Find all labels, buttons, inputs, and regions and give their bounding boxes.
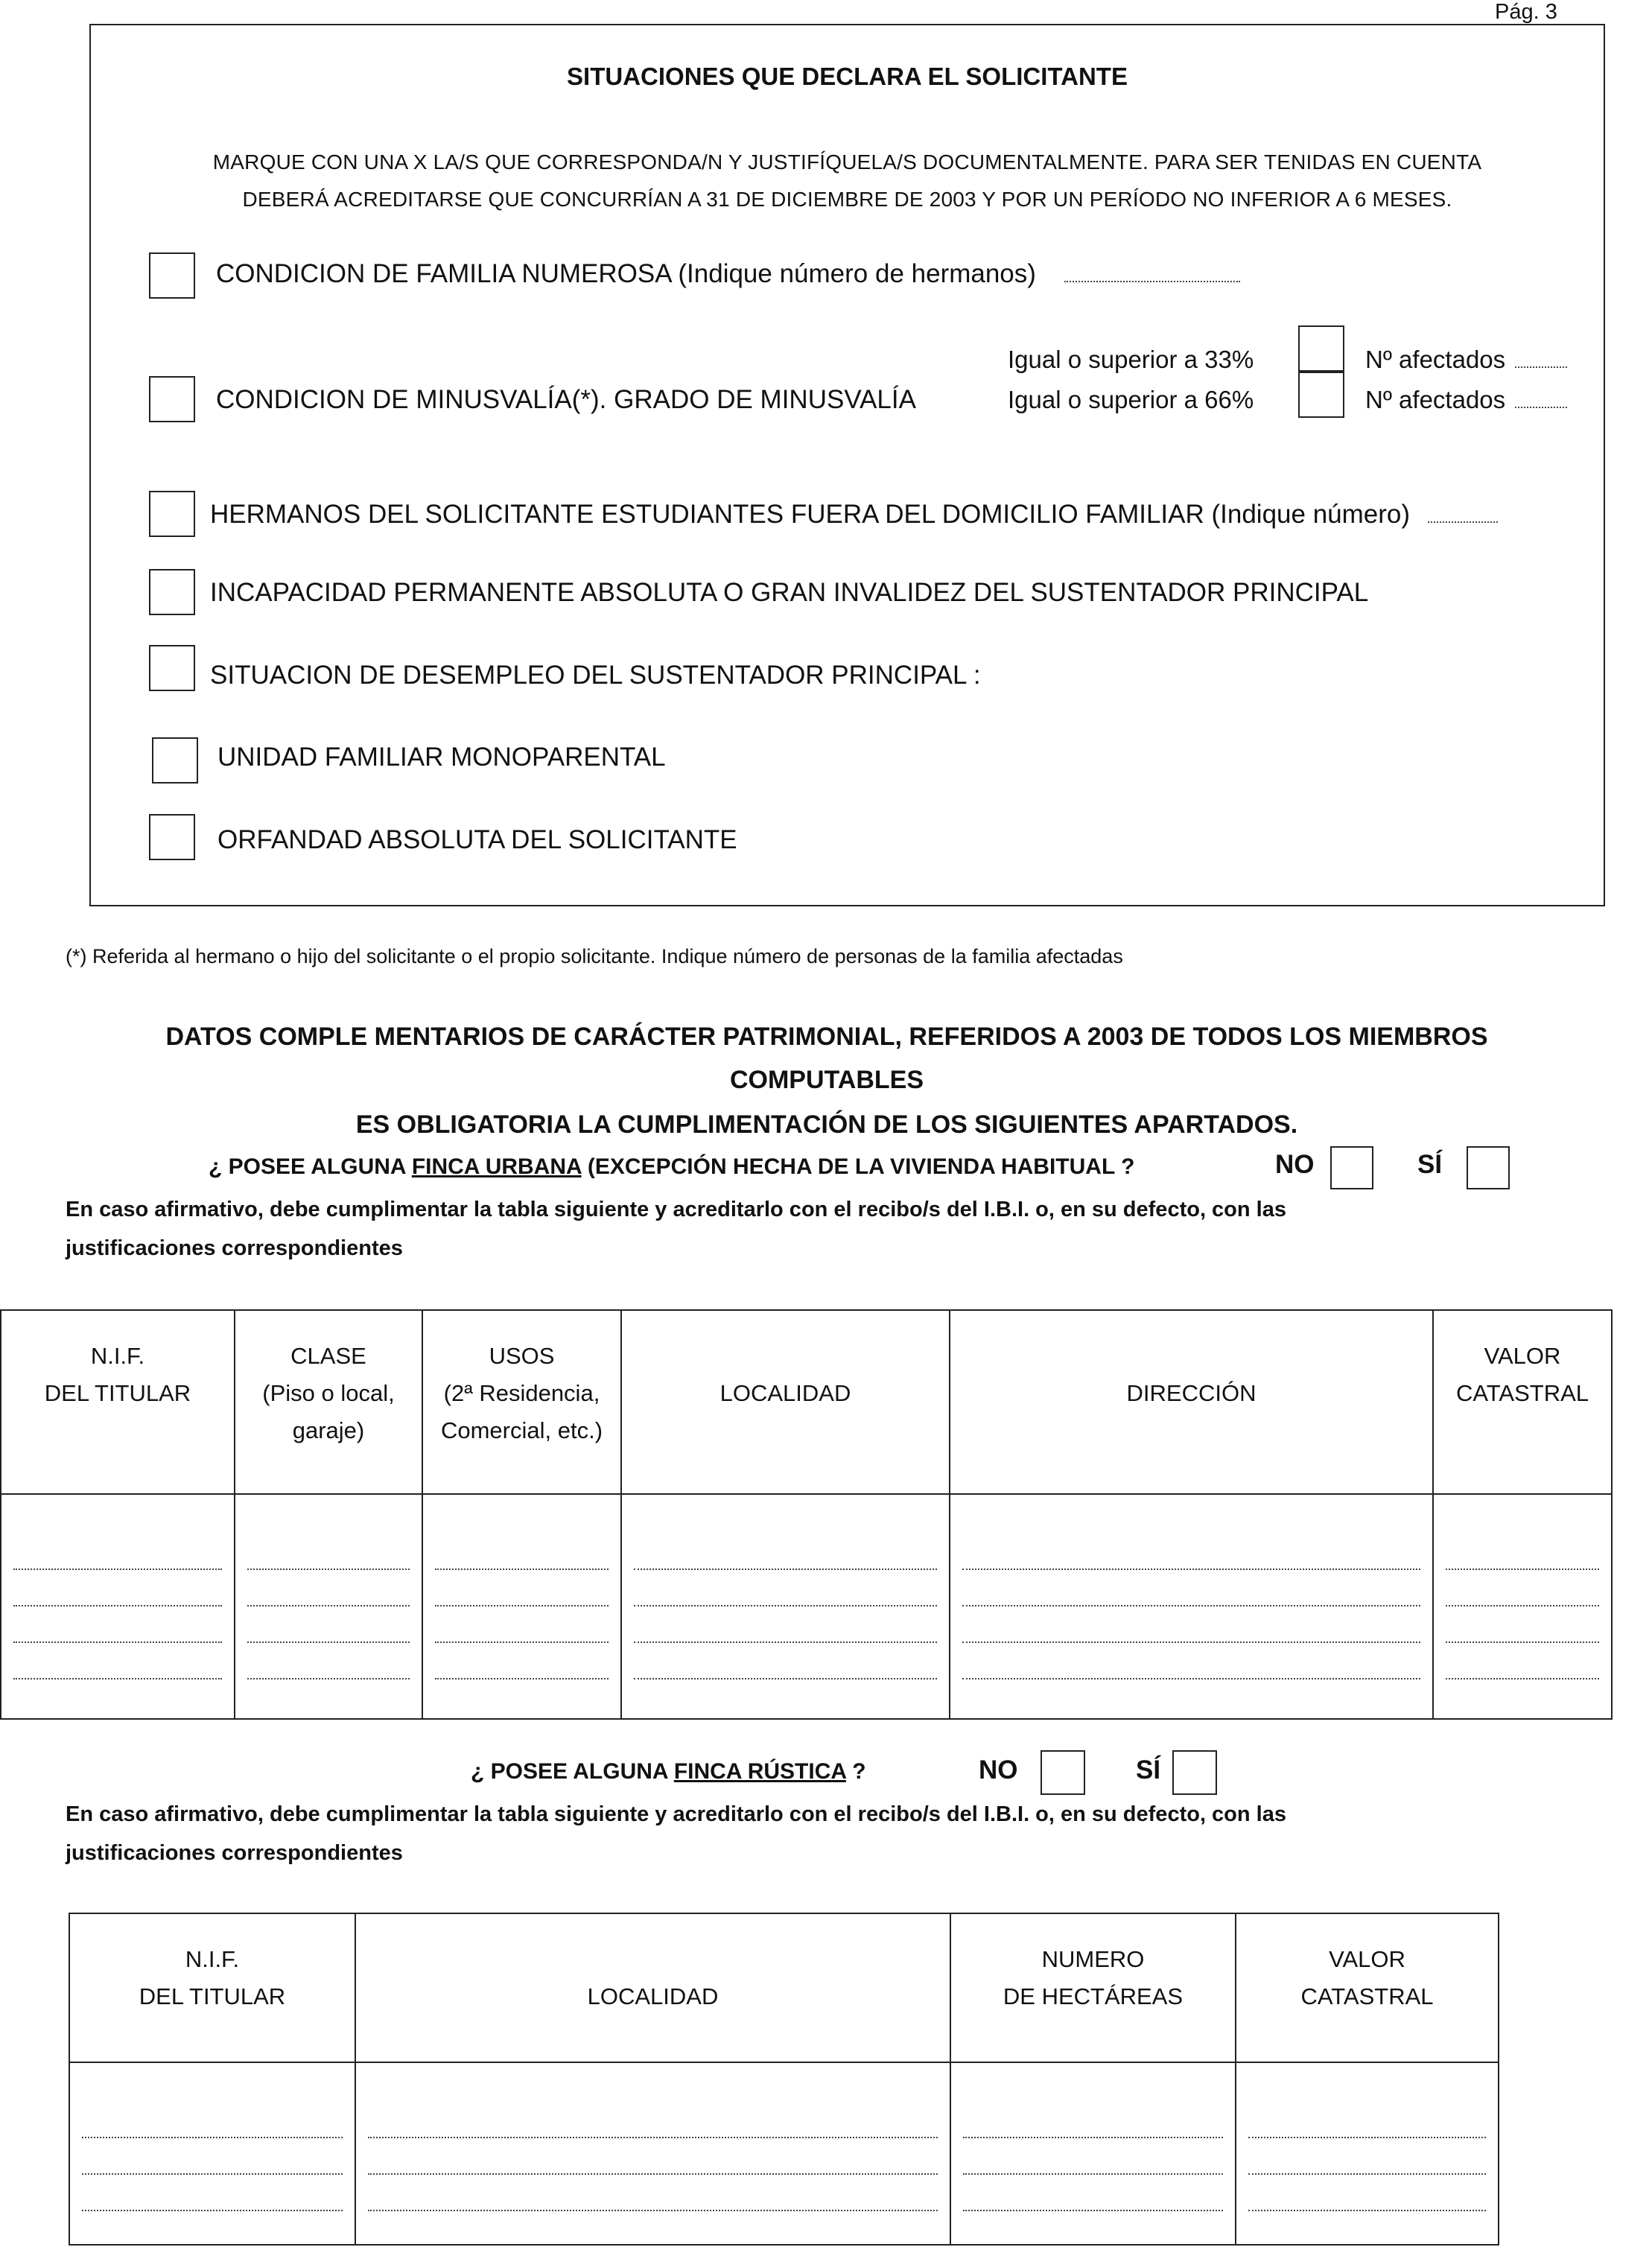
afectados-66 — [1365, 386, 1567, 414]
urbana-header-direccion — [950, 1310, 1433, 1494]
dot-line[interactable] — [435, 1643, 609, 1679]
urbana-h0-l0: N.I.F. — [90, 1343, 145, 1369]
urbana-valor-cell — [1433, 1494, 1612, 1719]
urbana-header-usos — [422, 1310, 621, 1494]
afectados-66-label: Nº afectados — [1365, 386, 1506, 413]
urbana-h3-l0: LOCALIDAD — [719, 1380, 851, 1406]
rustica-header-hectareas — [950, 1913, 1236, 2062]
rustica-valor-cell — [1236, 2062, 1499, 2245]
dot-line[interactable] — [247, 1534, 410, 1570]
urbana-h1-l2: garaje) — [292, 1417, 365, 1443]
urbana-h5-l1: CATASTRAL — [1456, 1380, 1589, 1406]
dot-line[interactable] — [634, 1534, 937, 1570]
dot-line[interactable] — [13, 1534, 222, 1570]
dot-line[interactable] — [963, 2102, 1223, 2138]
checkbox-urbana-si[interactable] — [1467, 1146, 1510, 1189]
dot-line[interactable] — [368, 2175, 938, 2211]
dot-line[interactable] — [82, 2138, 343, 2175]
dot-line[interactable] — [634, 1570, 937, 1606]
rustica-h0-l1: DEL TITULAR — [139, 1983, 286, 2009]
urbana-h2-l2: Comercial, etc.) — [440, 1417, 603, 1443]
urbana-h2-l1: (2ª Residencia, — [443, 1380, 600, 1406]
rustica-h1-l0: LOCALIDAD — [587, 1983, 719, 2009]
checkbox-monoparental[interactable] — [152, 737, 198, 784]
dot-line[interactable] — [247, 1606, 410, 1643]
urbana-q-suffix: (EXCEPCIÓN HECHA DE LA VIVIENDA HABITUAL ? — [581, 1154, 1135, 1179]
urbana-q-term: FINCA URBANA — [411, 1154, 582, 1179]
hermanos-fuera-label — [210, 500, 1498, 530]
checkbox-urbana-no[interactable] — [1330, 1146, 1373, 1189]
checkbox-grado-33[interactable] — [1298, 325, 1344, 372]
dot-line[interactable] — [247, 1643, 410, 1679]
rustica-q-suffix: ? — [845, 1759, 866, 1784]
dot-line[interactable] — [368, 2138, 938, 2175]
situaciones-title: SITUACIONES QUE DECLARA EL SOLICITANTE — [567, 63, 1128, 90]
checkbox-incapacidad[interactable] — [149, 569, 195, 615]
rustica-header-row — [69, 1913, 1499, 2062]
rustica-h3-l1: CATASTRAL — [1300, 1983, 1434, 2009]
rustica-question — [471, 1759, 866, 1784]
checkbox-familia-numerosa[interactable] — [149, 252, 195, 299]
urbana-header-valor — [1433, 1310, 1612, 1494]
page-number: Pág. 3 — [1495, 0, 1557, 24]
urbana-q-prefix: ¿ POSEE ALGUNA — [209, 1154, 412, 1179]
afectados-66-fill[interactable] — [1515, 407, 1567, 408]
dot-line[interactable] — [435, 1534, 609, 1570]
dot-line[interactable] — [435, 1570, 609, 1606]
rustica-header-nif — [69, 1913, 355, 2062]
urbana-nif-cell — [1, 1494, 235, 1719]
dot-line[interactable] — [13, 1606, 222, 1643]
rustica-localidad-cell — [355, 2062, 950, 2245]
urbana-header-nif — [1, 1310, 235, 1494]
familia-numerosa-label — [216, 259, 1240, 289]
rustica-q-prefix: ¿ POSEE ALGUNA — [471, 1759, 674, 1784]
urbana-question — [209, 1154, 1134, 1180]
dot-line[interactable] — [1446, 1570, 1599, 1606]
urbana-note-line2: justificaciones correspondientes — [66, 1236, 403, 1260]
desempleo-label: SITUACION DE DESEMPLEO DEL SUSTENTADOR PRINCIPAL : — [210, 661, 981, 690]
dot-line[interactable] — [634, 1643, 937, 1679]
dot-line[interactable] — [962, 1570, 1420, 1606]
rustica-table — [69, 1913, 1499, 2246]
urbana-si-label: SÍ — [1417, 1150, 1443, 1179]
rustica-h2-l0: NUMERO — [1041, 1946, 1145, 1972]
urbana-header-localidad — [621, 1310, 950, 1494]
patrimonial-heading-line2: COMPUTABLES — [729, 1066, 924, 1094]
rustica-h0-l0: N.I.F. — [185, 1946, 240, 1972]
hermanos-fuera-text: HERMANOS DEL SOLICITANTE ESTUDIANTES FUERA DEL DOMICILIO FAMILIAR (Indique número) — [210, 500, 1411, 529]
dot-line[interactable] — [435, 1606, 609, 1643]
rustica-hectareas-cell — [950, 2062, 1236, 2245]
patrimonial-heading-line1: DATOS COMPLE MENTARIOS DE CARÁCTER PATRIMONIAL, REFERIDOS A 2003 DE TODOS LOS MIEMBROS — [165, 1023, 1488, 1051]
urbana-usos-cell — [422, 1494, 621, 1719]
monoparental-label: UNIDAD FAMILIAR MONOPARENTAL — [217, 743, 666, 772]
dot-line[interactable] — [1446, 1606, 1599, 1643]
checkbox-rustica-no[interactable] — [1041, 1750, 1085, 1795]
dot-line[interactable] — [82, 2175, 343, 2211]
dot-line[interactable] — [368, 2102, 938, 2138]
dot-line[interactable] — [962, 1606, 1420, 1643]
urbana-table — [0, 1309, 1613, 1720]
dot-line[interactable] — [13, 1643, 222, 1679]
rustica-note-line1: En caso afirmativo, debe cumplimentar la tabla siguiente y acreditarlo con el recibo/s del I.B.I. o, en su defecto, con las — [66, 1802, 1286, 1826]
checkbox-minusvalia[interactable] — [149, 376, 195, 422]
grado-66-label: Igual o superior a 66% — [1008, 386, 1254, 413]
orfandad-label: ORFANDAD ABSOLUTA DEL SOLICITANTE — [217, 825, 737, 854]
rustica-q-term: FINCA RÚSTICA — [673, 1759, 846, 1784]
rustica-nif-cell — [69, 2062, 355, 2245]
checkbox-desempleo[interactable] — [149, 645, 195, 691]
dot-line[interactable] — [13, 1570, 222, 1606]
urbana-h5-l0: VALOR — [1484, 1343, 1561, 1369]
urbana-direccion-cell — [950, 1494, 1433, 1719]
dot-line[interactable] — [963, 2175, 1223, 2211]
rustica-header-valor — [1236, 1913, 1499, 2062]
hermanos-fuera-fill[interactable] — [1428, 521, 1498, 523]
dot-line[interactable] — [634, 1606, 937, 1643]
rustica-h3-l0: VALOR — [1329, 1946, 1405, 1972]
rustica-si-label: SÍ — [1136, 1755, 1161, 1784]
familia-numerosa-fill[interactable] — [1064, 281, 1240, 282]
afectados-33-label: Nº afectados — [1365, 346, 1506, 373]
dot-line[interactable] — [962, 1643, 1420, 1679]
rustica-note-line2: justificaciones correspondientes — [66, 1841, 403, 1865]
urbana-note-line1: En caso afirmativo, debe cumplimentar la tabla siguiente y acreditarlo con el recibo/s del I.B.I. o, en su defecto, con las — [66, 1198, 1286, 1221]
dot-line[interactable] — [82, 2102, 343, 2138]
instructions-line1: MARQUE CON UNA X LA/S QUE CORRESPONDA/N Y JUSTIFÍQUELA/S DOCUMENTALMENTE. PARA SER TENIDAS EN CUENTA — [212, 150, 1482, 174]
urbana-h4-l0: DIRECCIÓN — [1126, 1380, 1257, 1406]
afectados-33-fill[interactable] — [1515, 366, 1567, 368]
checkbox-grado-66[interactable] — [1298, 372, 1344, 418]
dot-line[interactable] — [1248, 2102, 1486, 2138]
urbana-h0-l1: DEL TITULAR — [44, 1380, 191, 1406]
checkbox-orfandad[interactable] — [149, 814, 195, 860]
incapacidad-label: INCAPACIDAD PERMANENTE ABSOLUTA O GRAN INVALIDEZ DEL SUSTENTADOR PRINCIPAL — [210, 578, 1369, 607]
grado-33-label: Igual o superior a 33% — [1008, 346, 1254, 373]
urbana-header-clase — [235, 1310, 422, 1494]
rustica-data-row — [69, 2062, 1499, 2245]
urbana-h1-l1: (Piso o local, — [262, 1380, 395, 1406]
urbana-header-row — [1, 1310, 1612, 1494]
checkbox-hermanos-fuera[interactable] — [149, 491, 195, 537]
dot-line[interactable] — [1248, 2175, 1486, 2211]
rustica-header-localidad — [355, 1913, 950, 2062]
patrimonial-heading-line3: ES OBLIGATORIA LA CUMPLIMENTACIÓN DE LOS SIGUIENTES APARTADOS. — [355, 1110, 1298, 1139]
urbana-h2-l0: USOS — [489, 1343, 555, 1369]
urbana-clase-cell — [235, 1494, 422, 1719]
urbana-h1-l0: CLASE — [290, 1343, 366, 1369]
dot-line[interactable] — [1446, 1534, 1599, 1570]
urbana-no-label: NO — [1275, 1150, 1315, 1179]
minusvalia-label: CONDICION DE MINUSVALÍA(*). GRADO DE MINUSVALÍA — [216, 385, 916, 414]
checkbox-rustica-si[interactable] — [1172, 1750, 1217, 1795]
urbana-localidad-cell — [621, 1494, 950, 1719]
dot-line[interactable] — [962, 1534, 1420, 1570]
instructions-line2: DEBERÁ ACREDITARSE QUE CONCURRÍAN A 31 DE DICIEMBRE DE 2003 Y POR UN PERÍODO NO INFERIOR A 6 MESES. — [242, 188, 1452, 211]
dot-line[interactable] — [1248, 2138, 1486, 2175]
footnote: (*) Referida al hermano o hijo del solicitante o el propio solicitante. Indique número de personas de la familia afectadas — [66, 945, 1123, 967]
familia-numerosa-text: CONDICION DE FAMILIA NUMEROSA (Indique número de hermanos) — [216, 259, 1036, 288]
urbana-data-row — [1, 1494, 1612, 1719]
dot-line[interactable] — [963, 2138, 1223, 2175]
afectados-33 — [1365, 346, 1567, 374]
rustica-h2-l1: DE HECTÁREAS — [1003, 1983, 1184, 2009]
rustica-no-label: NO — [979, 1755, 1018, 1784]
dot-line[interactable] — [247, 1570, 410, 1606]
dot-line[interactable] — [1446, 1643, 1599, 1679]
